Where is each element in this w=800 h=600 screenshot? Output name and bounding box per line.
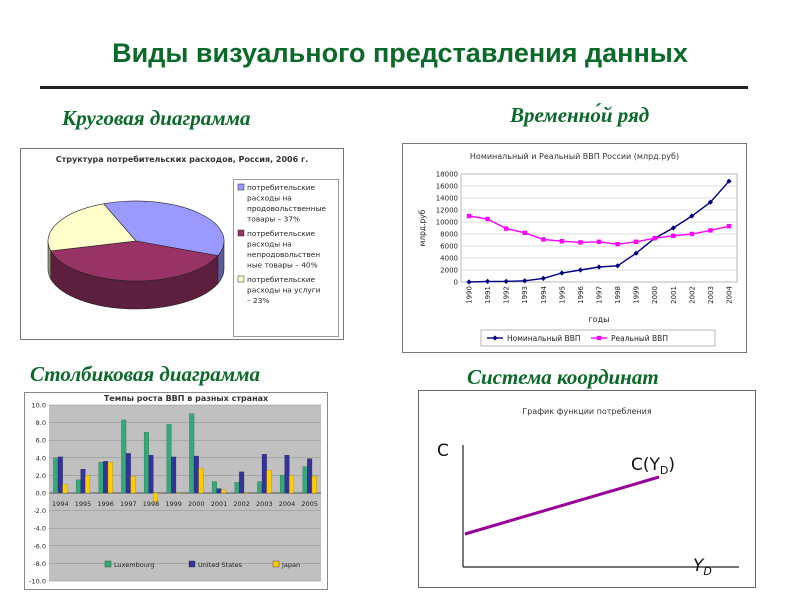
- slide-title: Виды визуального представления данных: [112, 38, 688, 68]
- bar: [212, 482, 217, 493]
- bar: [289, 475, 294, 493]
- x-tick-label: 2000: [188, 500, 205, 508]
- legend-line: расходы на услуги: [247, 285, 321, 295]
- y-tick-label: 4.0: [35, 454, 46, 463]
- x-tick-label: 2004: [278, 500, 296, 508]
- legend-swatch-0: [238, 184, 244, 190]
- x-tick-label: 1991: [484, 286, 493, 304]
- y-tick-label: 12000: [435, 206, 458, 215]
- x-tick-label: 2004: [725, 286, 734, 304]
- yd-axis-label: $Y_D$: [693, 556, 712, 578]
- bar: [131, 476, 136, 493]
- bar: [199, 468, 204, 493]
- x-tick-label: 1999: [632, 286, 641, 304]
- data-point: [634, 240, 638, 244]
- consumption-line: [465, 477, 659, 534]
- bar: [307, 459, 312, 493]
- bar: [176, 493, 181, 494]
- legend-line: расходы на: [247, 193, 292, 203]
- x-tick-label: 1995: [558, 286, 567, 304]
- legend-label: Номинальный ВВП: [507, 334, 581, 343]
- x-tick-label: 1995: [74, 500, 92, 508]
- bar: [280, 475, 285, 493]
- pie-legend: [233, 179, 339, 337]
- data-point: [708, 228, 712, 232]
- bar: [171, 457, 176, 493]
- y-tick-label: 8000: [440, 230, 458, 239]
- y-tick-label: 4000: [440, 254, 458, 263]
- consumption-title: График функции потребления: [522, 407, 652, 416]
- heading-bar: Столбиковая диаграмма: [30, 362, 261, 386]
- y-tick-label: 14000: [435, 194, 458, 203]
- y-tick-label: -10.0: [29, 577, 46, 586]
- consumption-panel: [418, 390, 756, 588]
- y-tick-label: -2.0: [33, 507, 46, 516]
- legend-line: продовольственные: [247, 204, 326, 213]
- heading-coords: Система координат: [467, 365, 659, 389]
- bar: [221, 489, 226, 493]
- bar: [189, 414, 194, 493]
- x-tick-label: 1996: [97, 500, 114, 508]
- data-point: [523, 231, 527, 235]
- legend-line: потребительские: [247, 183, 316, 192]
- x-tick-label: 1997: [595, 286, 604, 304]
- bar: [76, 480, 81, 493]
- legend-line: непродовольствен: [247, 250, 321, 259]
- x-tick-label: 2002: [233, 500, 250, 508]
- data-point: [467, 214, 471, 218]
- y-tick-label: -4.0: [33, 524, 46, 533]
- data-point: [615, 242, 619, 246]
- x-axis-label: годы: [588, 315, 610, 324]
- x-tick-label: 1999: [165, 500, 182, 508]
- y-tick-label: 0: [453, 278, 458, 287]
- data-point: [541, 237, 545, 241]
- legend-swatch-1: [238, 230, 244, 236]
- heading-pie: Круговая диаграмма: [62, 106, 251, 130]
- bar: [144, 432, 149, 493]
- legend-label: United States: [198, 561, 243, 569]
- pie-chart-title: Структура потребительских расходов, Россия, 2006 г.: [55, 155, 309, 164]
- x-tick-label: 2000: [651, 286, 660, 304]
- data-point: [597, 240, 601, 244]
- data-point: [504, 226, 508, 230]
- x-tick-label: 1996: [576, 286, 585, 304]
- c-axis-label: C: [437, 441, 449, 461]
- data-point: [727, 224, 731, 228]
- x-tick-label: 2001: [669, 286, 678, 304]
- bar-chart: [25, 393, 327, 589]
- bar: [103, 461, 108, 493]
- data-point: [485, 217, 489, 221]
- legend-swatch: [189, 561, 195, 567]
- heading-time-series: Временно́й ряд: [510, 103, 650, 127]
- x-tick-label: 1998: [614, 286, 623, 304]
- legend-swatch: [273, 561, 279, 567]
- bar: [108, 462, 113, 493]
- bar: [99, 462, 104, 493]
- x-tick-label: 1994: [52, 500, 69, 508]
- y-tick-label: 2.0: [35, 471, 46, 480]
- y-tick-label: 18000: [435, 170, 458, 179]
- legend-line: потребительские: [247, 229, 316, 238]
- legend-line: расходы на: [247, 239, 292, 249]
- y-tick-label: 10000: [435, 218, 458, 227]
- data-point: [671, 234, 675, 238]
- bar: [303, 467, 308, 493]
- x-tick-label: 2005: [301, 500, 318, 508]
- y-tick-label: -8.0: [33, 559, 46, 568]
- bar: [194, 456, 199, 493]
- bar-chart-panel: [24, 392, 328, 590]
- data-point: [578, 240, 582, 244]
- bar: [217, 489, 222, 493]
- bar: [167, 424, 172, 493]
- legend-line: – 23%: [247, 296, 270, 305]
- legend-marker: [597, 336, 601, 340]
- bar: [257, 482, 262, 493]
- bar: [267, 470, 272, 493]
- data-point: [690, 232, 694, 236]
- x-tick-label: 1990: [465, 286, 474, 304]
- bar-chart-title: Темпы роста ВВП в разных странах: [103, 394, 269, 403]
- bar: [81, 469, 86, 493]
- x-tick-label: 1992: [502, 286, 511, 304]
- bar: [239, 472, 244, 493]
- x-tick-label: 1997: [120, 500, 137, 508]
- legend-line: ные товары – 40%: [247, 260, 318, 270]
- x-tick-label: 1998: [142, 500, 160, 508]
- x-tick-label: 2003: [706, 286, 715, 304]
- bar: [53, 458, 58, 493]
- bar: [149, 455, 154, 493]
- y-tick-label: 10.0: [31, 401, 46, 410]
- legend-line: потребительские: [247, 275, 316, 284]
- y-tick-label: 0.0: [35, 489, 46, 498]
- title-divider: [40, 86, 748, 89]
- legend-line: товары – 37%: [247, 214, 301, 224]
- y-tick-label: -6.0: [33, 542, 46, 551]
- bar: [121, 420, 126, 493]
- bar: [126, 453, 131, 493]
- bar: [58, 457, 63, 493]
- x-tick-label: 2003: [256, 500, 273, 508]
- curve-label: $C(Y_D)$: [631, 455, 676, 477]
- pie-chart-panel: [20, 148, 344, 340]
- data-point: [653, 236, 657, 240]
- consumption-chart: [419, 391, 755, 587]
- legend-swatch-2: [238, 276, 244, 282]
- legend-label: Реальный ВВП: [611, 334, 668, 343]
- bar: [312, 476, 317, 493]
- y-tick-label: 6000: [440, 242, 458, 251]
- bar: [244, 493, 249, 494]
- bar: [63, 484, 68, 493]
- x-tick-label: 2001: [210, 500, 228, 508]
- x-tick-label: 2002: [688, 286, 697, 304]
- bar: [235, 482, 240, 493]
- y-tick-label: 2000: [440, 266, 458, 275]
- bar: [262, 454, 267, 493]
- bar: [85, 475, 90, 493]
- gdp-chart-title: Номинальный и Реальный ВВП России (млрд.руб): [469, 152, 680, 161]
- bar: [285, 455, 290, 493]
- gdp-chart-panel: [402, 143, 747, 353]
- legend-swatch: [105, 561, 111, 567]
- legend-label: Luxembourg: [114, 561, 155, 569]
- y-tick-label: 8.0: [35, 419, 46, 428]
- legend-label: Japan: [282, 561, 301, 569]
- y-tick-label: 16000: [435, 182, 458, 191]
- y-axis-label: млрд.руб: [418, 209, 427, 247]
- x-tick-label: 1994: [539, 286, 548, 304]
- x-tick-label: 1993: [521, 286, 530, 304]
- y-tick-label: 6.0: [35, 436, 46, 445]
- gdp-chart: [403, 144, 746, 352]
- data-point: [560, 239, 564, 243]
